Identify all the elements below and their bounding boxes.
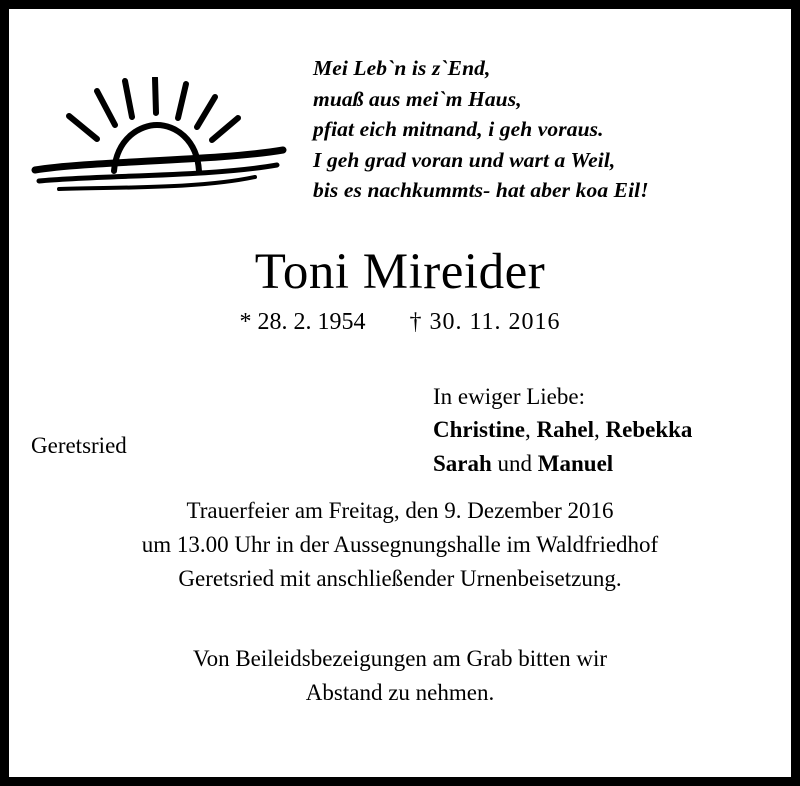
ceremony-block bbox=[9, 494, 791, 596]
family-row bbox=[9, 380, 791, 476]
ceremony-line-3: Geretsried mit anschließender Urnenbeisetzung. bbox=[178, 566, 622, 592]
family-name-sarah: Sarah bbox=[433, 450, 492, 476]
family-block bbox=[433, 380, 692, 480]
family-line-1 bbox=[433, 413, 692, 446]
family-name-christine: Christine bbox=[433, 417, 525, 443]
verse-line-1: Mei Leb`n is z`End, bbox=[313, 56, 491, 80]
verse-line-3: pfiat eich mitnand, i geh voraus. bbox=[313, 117, 604, 142]
ceremony-line-2: um 13.00 Uhr in der Aussegnungshalle im Waldfriedhof bbox=[141, 532, 659, 558]
verse-line-4: I geh grad voran und wart a Weil, bbox=[313, 147, 616, 172]
family-sep-2: , bbox=[594, 417, 606, 443]
sunrise-icon-wrapper bbox=[9, 53, 309, 207]
deceased-name: Toni Mireider bbox=[254, 244, 546, 300]
place-label: Geretsried bbox=[31, 433, 127, 458]
header-row bbox=[9, 9, 791, 207]
ceremony-line-1: Trauerfeier am Freitag, den 9. Dezember 2016 bbox=[186, 498, 614, 523]
verse-block bbox=[309, 53, 791, 206]
sunrise-icon bbox=[29, 77, 289, 207]
closing-line-1: Von Beileidsbezeigungen am Grab bitten wir bbox=[192, 646, 608, 672]
verse-line-5: bis es nachkummts- hat aber koa Eil! bbox=[313, 178, 649, 203]
family-name-rahel: Rahel bbox=[536, 417, 594, 443]
notice-inner bbox=[9, 9, 791, 777]
family-line-2 bbox=[433, 447, 692, 480]
closing-line-2: Abstand zu nehmen. bbox=[305, 680, 495, 706]
death-date: † 30. 11. 2016 bbox=[409, 309, 561, 335]
family-sep-1: , bbox=[525, 417, 537, 443]
family-intro: In ewiger Liebe: bbox=[433, 384, 585, 409]
family-name-manuel: Manuel bbox=[537, 450, 614, 476]
verse-line-2: muaß aus mei`m Haus, bbox=[313, 86, 522, 111]
closing-block bbox=[9, 642, 791, 710]
family-sep-3: und bbox=[491, 450, 538, 476]
life-dates bbox=[9, 309, 791, 336]
family-name-rebekka: Rebekka bbox=[605, 417, 693, 443]
birth-date: * 28. 2. 1954 bbox=[239, 309, 366, 335]
